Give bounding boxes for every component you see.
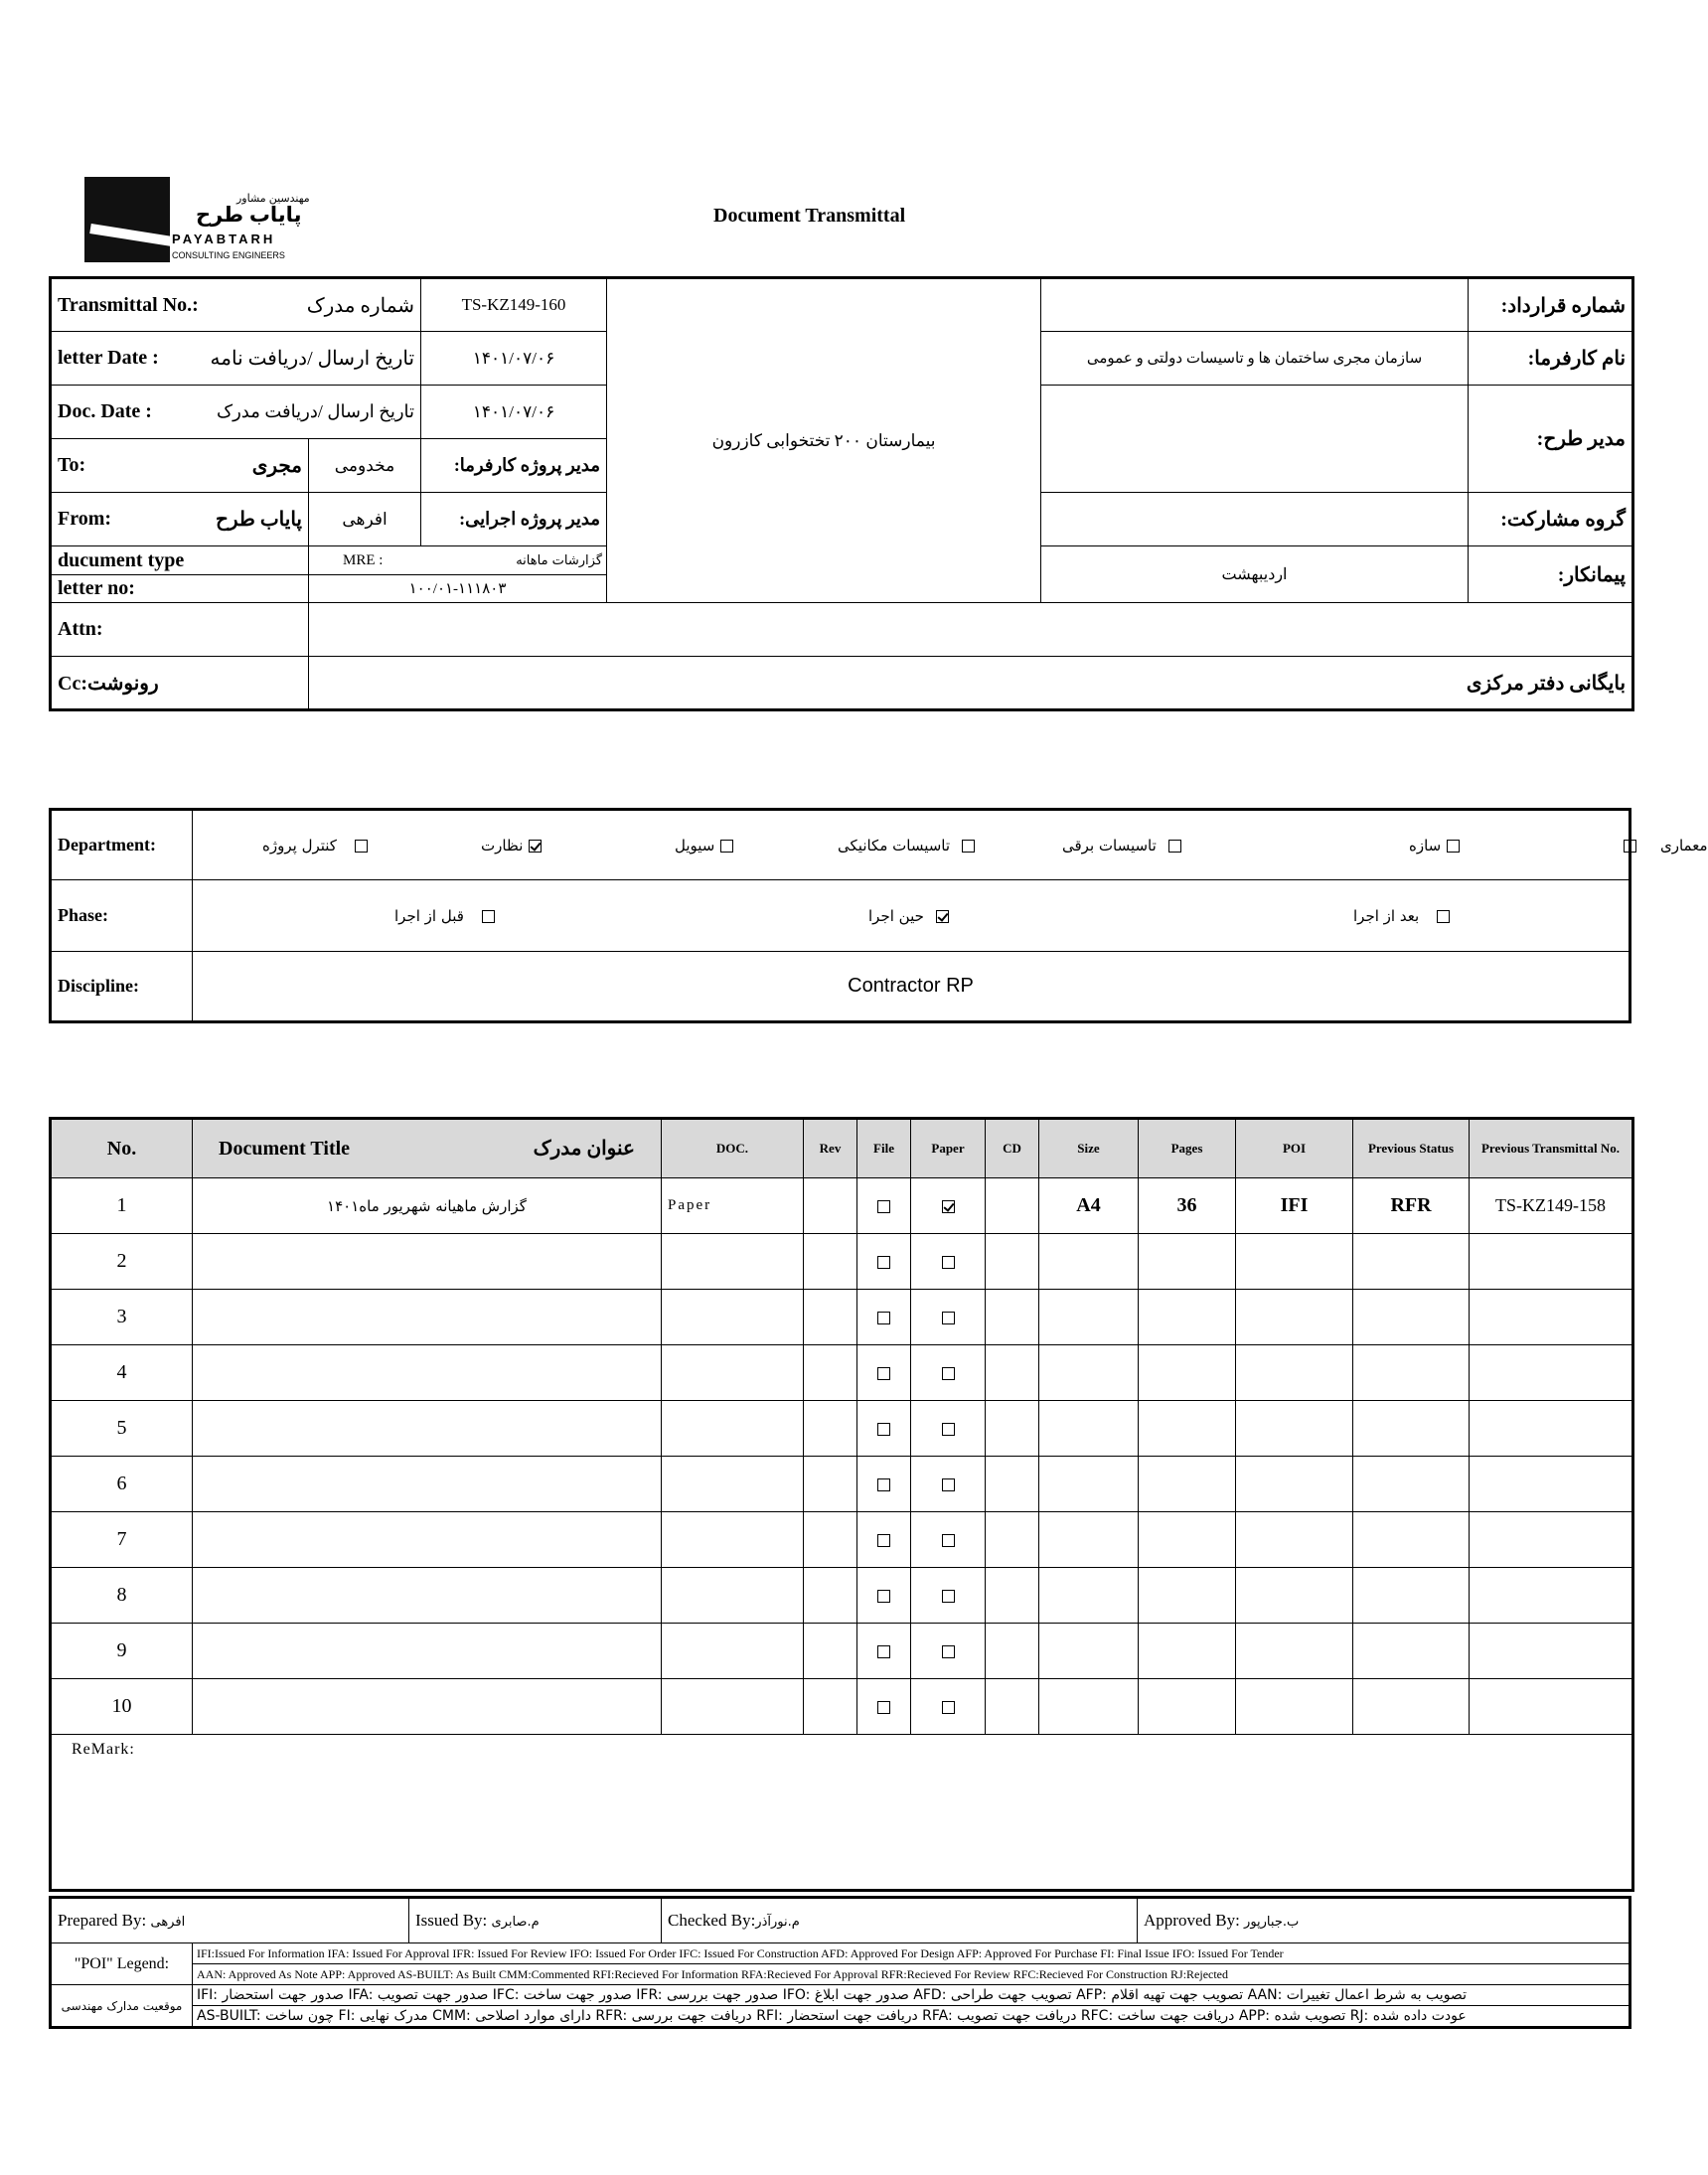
checkbox-icon[interactable] (877, 1367, 890, 1380)
letter-no-value: ۱۰۰/۰۱-۱۱۱۸۰۳ (309, 575, 607, 603)
issued-by: Issued By: م.صابری (409, 1898, 662, 1943)
cell-pages (1139, 1568, 1236, 1624)
cell-no: 7 (51, 1512, 193, 1568)
cell-rev (804, 1624, 857, 1679)
attn-value (309, 603, 1633, 657)
col-header-file: File (857, 1119, 911, 1178)
paper-cell (911, 1679, 986, 1735)
cell-prev-status (1353, 1512, 1470, 1568)
cell-size (1039, 1234, 1139, 1290)
checkbox-icon[interactable] (877, 1256, 890, 1269)
cc-label: Cc:رونوشت (51, 657, 309, 710)
cell-doc (662, 1234, 804, 1290)
checked-by: Checked By:م.نورآذر (662, 1898, 1138, 1943)
cell-prev-status (1353, 1234, 1470, 1290)
cell-pages: 36 (1139, 1178, 1236, 1234)
checkbox-icon[interactable] (942, 1256, 955, 1269)
file-cell (857, 1679, 911, 1735)
col-header-prev-transmittal: Previous Transmittal No. (1470, 1119, 1633, 1178)
table-row (51, 1624, 1633, 1679)
cell-doc (662, 1345, 804, 1401)
transmittal-label: Transmittal No.: شماره مدرک (51, 278, 421, 332)
cell-pages (1139, 1624, 1236, 1679)
checkbox-icon[interactable] (877, 1312, 890, 1324)
paper-cell (911, 1345, 986, 1401)
col-header-cd: CD (986, 1119, 1039, 1178)
cell-no: 2 (51, 1234, 193, 1290)
cell-prev-transmittal (1470, 1401, 1633, 1457)
checkbox-icon[interactable] (877, 1534, 890, 1547)
cell-prev-status (1353, 1624, 1470, 1679)
paper-cell (911, 1178, 986, 1234)
cell-prev-status (1353, 1568, 1470, 1624)
cell-size (1039, 1401, 1139, 1457)
department-option-mechanical[interactable]: تاسیسات مکانیکی (838, 837, 981, 854)
cell-size (1039, 1679, 1139, 1735)
checkbox-checked-icon (936, 910, 949, 923)
legend-line-2: AAN: Approved As Note APP: Approved AS-BUILT: As Built CMM:Commented RFI:Recieved For Information RFA:Recieved For Approval RFR:Recieved For Review RFC:Recieved For Construction RJ:Rejected (193, 1964, 1630, 1985)
cell-poi: IFI (1236, 1178, 1353, 1234)
col-header-poi: POI (1236, 1119, 1353, 1178)
discipline-value: Contractor RP (193, 952, 1630, 1022)
checkbox-icon (1624, 840, 1636, 853)
cell-pages (1139, 1234, 1236, 1290)
department-option-supervision[interactable]: نظارت (481, 837, 547, 854)
paper-cell (911, 1568, 986, 1624)
checkbox-icon (720, 840, 733, 853)
cell-cd (986, 1234, 1039, 1290)
discipline-label: Discipline: (51, 952, 193, 1022)
cell-prev-status (1353, 1345, 1470, 1401)
legend-line-3: IFI: صدور جهت استحضار IFA: صدور جهت تصویب IFC: صدور جهت ساخت IFR: صدور جهت بررسی IFO: صدور جهت ابلاغ AFD: تصویب جهت طراحی AFP: تصویب جهت تهیه اقلام AAN: تصویب به شرط اعمال تغییرات (193, 1985, 1630, 2006)
remark-label: ReMark: (72, 1741, 135, 1758)
cell-doc (662, 1679, 804, 1735)
department-label: Department: (51, 810, 193, 880)
design-manager-value (1041, 386, 1469, 493)
to-role: مدیر پروژه کارفرما: (421, 439, 607, 493)
partnership-label: گروه مشارکت: (1469, 493, 1633, 546)
cell-cd (986, 1345, 1039, 1401)
cell-poi (1236, 1512, 1353, 1568)
to-person: مخدومی (309, 439, 421, 493)
cell-title (193, 1679, 662, 1735)
file-cell (857, 1178, 911, 1234)
table-row (51, 1401, 1633, 1457)
department-option-architecture[interactable]: معماری (1618, 837, 1708, 854)
checkbox-icon (1168, 840, 1181, 853)
archive-value: بایگانی دفتر مرکزی (309, 657, 1633, 710)
checkbox-icon[interactable] (942, 1423, 955, 1436)
to-cell: To: مجری (51, 439, 309, 493)
file-cell (857, 1345, 911, 1401)
checkbox-icon[interactable] (877, 1200, 890, 1213)
checkbox-icon (962, 840, 975, 853)
cell-poi (1236, 1290, 1353, 1345)
file-cell (857, 1624, 911, 1679)
cell-prev-transmittal (1470, 1234, 1633, 1290)
cell-title (193, 1457, 662, 1512)
cell-prev-transmittal (1470, 1679, 1633, 1735)
cell-cd (986, 1512, 1039, 1568)
phase-options (193, 880, 1630, 952)
cell-rev (804, 1568, 857, 1624)
employer-label: نام کارفرما: (1469, 332, 1633, 386)
file-cell (857, 1568, 911, 1624)
checkbox-checked-icon[interactable] (942, 1200, 955, 1213)
cell-size (1039, 1457, 1139, 1512)
cell-poi (1236, 1624, 1353, 1679)
cell-poi (1236, 1457, 1353, 1512)
contractor-label: پیمانکار: (1469, 546, 1633, 603)
file-cell (857, 1290, 911, 1345)
cell-prev-status (1353, 1457, 1470, 1512)
cell-no: 10 (51, 1679, 193, 1735)
company-logo-mark (84, 177, 170, 262)
file-cell (857, 1457, 911, 1512)
cell-title (193, 1234, 662, 1290)
cell-poi (1236, 1568, 1353, 1624)
cell-prev-status (1353, 1290, 1470, 1345)
cell-prev-status (1353, 1401, 1470, 1457)
cell-prev-transmittal (1470, 1512, 1633, 1568)
partnership-value (1041, 493, 1469, 546)
col-header-prev-status: Previous Status (1353, 1119, 1470, 1178)
design-manager-label: مدیر طرح: (1469, 386, 1633, 493)
cell-doc: Paper (662, 1178, 804, 1234)
checkbox-icon (1447, 840, 1460, 853)
cell-doc (662, 1457, 804, 1512)
project-name: بیمارستان ۲۰۰ تختخوابی کازرون (607, 278, 1041, 603)
checkbox-icon[interactable] (877, 1701, 890, 1714)
cell-no: 9 (51, 1624, 193, 1679)
cell-poi (1236, 1345, 1353, 1401)
cell-no: 8 (51, 1568, 193, 1624)
cell-no: 6 (51, 1457, 193, 1512)
cell-cd (986, 1624, 1039, 1679)
cell-title (193, 1512, 662, 1568)
cell-poi (1236, 1679, 1353, 1735)
table-row (51, 1512, 1633, 1568)
paper-cell (911, 1234, 986, 1290)
cell-prev-transmittal (1470, 1457, 1633, 1512)
checkbox-icon (1437, 910, 1450, 923)
header-table (49, 276, 1634, 711)
cell-prev-status: RFR (1353, 1178, 1470, 1234)
prepared-by: Prepared By: افرهی (51, 1898, 409, 1943)
legend-line-1: IFI:Issued For Information IFA: Issued For Approval IFR: Issued For Review IFO: Issued For Order IFC: Issued For Construction AFD: Approved For Design AFP: Approved For Purchase FI: Final Issue IFO: Issued For Tender (193, 1943, 1630, 1964)
approved-by: Approved By: ب.جبارپور (1138, 1898, 1630, 1943)
checkbox-icon[interactable] (942, 1367, 955, 1380)
from-cell: From: پایاب طرح (51, 493, 309, 546)
table-row (51, 1234, 1633, 1290)
cell-cd (986, 1290, 1039, 1345)
remark-area (51, 1735, 1633, 1891)
table-row (51, 1345, 1633, 1401)
status-legend-label: موقعیت مدارک مهندسی (51, 1985, 193, 2028)
cell-cd (986, 1401, 1039, 1457)
department-option-electrical[interactable]: تاسیسات برقی (1062, 837, 1187, 854)
checkbox-checked-icon (529, 840, 542, 853)
paper-cell (911, 1457, 986, 1512)
phase-option-after[interactable]: بعد از اجرا (1353, 907, 1456, 925)
cell-rev (804, 1234, 857, 1290)
checkbox-icon[interactable] (877, 1590, 890, 1603)
cell-size (1039, 1512, 1139, 1568)
cell-cd (986, 1457, 1039, 1512)
department-table (49, 808, 1708, 1023)
cell-poi (1236, 1234, 1353, 1290)
cell-size (1039, 1568, 1139, 1624)
checkbox-icon[interactable] (942, 1590, 955, 1603)
from-person: افرهی (309, 493, 421, 546)
cell-size (1039, 1345, 1139, 1401)
cell-rev (804, 1512, 857, 1568)
cell-rev (804, 1401, 857, 1457)
cell-title: گزارش ماهیانه شهریور ماه۱۴۰۱ (193, 1178, 662, 1234)
logo-tagline: CONSULTING ENGINEERS (172, 250, 285, 260)
col-header-rev: Rev (804, 1119, 857, 1178)
cell-doc (662, 1401, 804, 1457)
contract-no-value (1041, 278, 1469, 332)
cell-size (1039, 1290, 1139, 1345)
cell-pages (1139, 1345, 1236, 1401)
contractor-value: اردیبهشت (1041, 546, 1469, 603)
cell-cd (986, 1178, 1039, 1234)
file-cell (857, 1512, 911, 1568)
paper-cell (911, 1401, 986, 1457)
from-role: مدیر پروژه اجرایی: (421, 493, 607, 546)
transmittal-value: TS-KZ149-160 (421, 278, 607, 332)
table-row (51, 1679, 1633, 1735)
doc-date-label: Doc. Date : تاریخ ارسال /دریافت مدرک (51, 386, 421, 439)
paper-cell (911, 1290, 986, 1345)
cell-title (193, 1290, 662, 1345)
file-cell (857, 1401, 911, 1457)
table-row (51, 1568, 1633, 1624)
paper-cell (911, 1512, 986, 1568)
checkbox-icon[interactable] (877, 1423, 890, 1436)
logo-name-fa: پایاب طرح (196, 204, 302, 227)
cell-rev (804, 1679, 857, 1735)
department-option-project-control[interactable]: کنترل پروژه (262, 837, 374, 854)
employer-value: سازمان مجری ساختمان ها و تاسیسات دولتی و عمومی (1041, 332, 1469, 386)
page-title: Document Transmittal (713, 205, 906, 227)
cell-title (193, 1624, 662, 1679)
legend-line-4: AS-BUILT: چون ساخت FI: مدرک نهایی CMM: دارای موارد اصلاحی RFR: دریافت جهت بررسی RFI: دریافت جهت استحضار RFA: دریافت جهت تصویب RFC: دریافت جهت ساخت APP: تصویب شده RJ: عودت داده شده (193, 2006, 1630, 2028)
col-header-size: Size (1039, 1119, 1139, 1178)
table-row (51, 1290, 1633, 1345)
checkbox-icon[interactable] (942, 1534, 955, 1547)
cell-cd (986, 1679, 1039, 1735)
cell-doc (662, 1568, 804, 1624)
letter-no-label: letter no: (51, 575, 309, 603)
cell-size (1039, 1624, 1139, 1679)
checkbox-icon[interactable] (877, 1478, 890, 1491)
phase-option-during[interactable]: حین اجرا (868, 907, 955, 925)
cell-prev-transmittal: TS-KZ149-158 (1470, 1178, 1633, 1234)
logo-name-en: PAYABTARH (172, 232, 276, 246)
cell-no: 3 (51, 1290, 193, 1345)
cell-rev (804, 1290, 857, 1345)
doc-date-value: ۱۴۰۱/۰۷/۰۶ (421, 386, 607, 439)
col-header-title: Document Title عنوان مدرک (193, 1119, 662, 1178)
cell-prev-transmittal (1470, 1345, 1633, 1401)
logo-small-text: مهندسین مشاور (236, 193, 310, 205)
documents-table (49, 1117, 1634, 1892)
cell-pages (1139, 1679, 1236, 1735)
department-option-civil[interactable]: سیویل (675, 837, 739, 854)
cell-title (193, 1401, 662, 1457)
cell-prev-transmittal (1470, 1624, 1633, 1679)
checkbox-icon[interactable] (942, 1645, 955, 1658)
file-cell (857, 1234, 911, 1290)
poi-legend-label: "POI" Legend: (51, 1943, 193, 1985)
cell-rev (804, 1345, 857, 1401)
doc-type-label: ducument type (51, 546, 309, 575)
checkbox-icon[interactable] (942, 1478, 955, 1491)
cell-prev-transmittal (1470, 1568, 1633, 1624)
checkbox-icon (482, 910, 495, 923)
footer-table (49, 1896, 1631, 2029)
cell-size: A4 (1039, 1178, 1139, 1234)
col-header-no: No. (51, 1119, 193, 1178)
checkbox-icon[interactable] (942, 1701, 955, 1714)
cell-no: 4 (51, 1345, 193, 1401)
col-header-paper: Paper (911, 1119, 986, 1178)
cell-pages (1139, 1512, 1236, 1568)
doc-type-value-cell: MRE : گزارشات ماهانه (309, 546, 607, 575)
checkbox-icon (355, 840, 368, 853)
cell-title (193, 1568, 662, 1624)
department-options (193, 810, 1708, 880)
contract-no-label: شماره قرارداد: (1469, 278, 1633, 332)
cell-no: 5 (51, 1401, 193, 1457)
cell-doc (662, 1512, 804, 1568)
cell-prev-transmittal (1470, 1290, 1633, 1345)
paper-cell (911, 1624, 986, 1679)
cell-poi (1236, 1401, 1353, 1457)
letter-date-value: ۱۴۰۱/۰۷/۰۶ (421, 332, 607, 386)
cell-doc (662, 1624, 804, 1679)
cell-pages (1139, 1290, 1236, 1345)
checkbox-icon[interactable] (877, 1645, 890, 1658)
phase-label: Phase: (51, 880, 193, 952)
cell-rev (804, 1178, 857, 1234)
table-row (51, 1178, 1633, 1234)
cell-pages (1139, 1401, 1236, 1457)
department-option-structure[interactable]: سازه (1409, 837, 1466, 854)
cell-no: 1 (51, 1178, 193, 1234)
col-header-pages: Pages (1139, 1119, 1236, 1178)
table-row (51, 1457, 1633, 1512)
phase-option-before[interactable]: قبل از اجرا (394, 907, 501, 925)
cell-prev-status (1353, 1679, 1470, 1735)
cell-title (193, 1345, 662, 1401)
cell-doc (662, 1290, 804, 1345)
cell-cd (986, 1568, 1039, 1624)
col-header-doc: DOC. (662, 1119, 804, 1178)
checkbox-icon[interactable] (942, 1312, 955, 1324)
attn-label: Attn: (51, 603, 309, 657)
letter-date-label: letter Date : تاریخ ارسال /دریافت نامه (51, 332, 421, 386)
cell-pages (1139, 1457, 1236, 1512)
cell-rev (804, 1457, 857, 1512)
